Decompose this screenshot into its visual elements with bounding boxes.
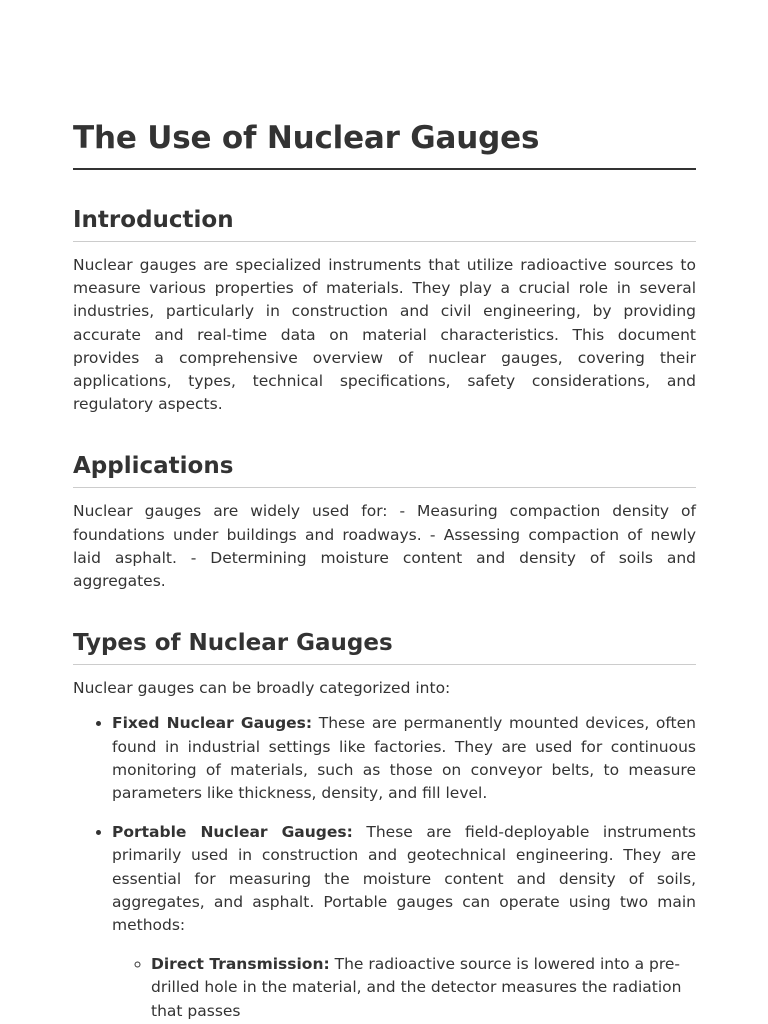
types-intro-paragraph: Nuclear gauges can be broadly categorized into:	[73, 679, 451, 698]
applications-paragraph: Nuclear gauges are widely used for: - Measuring compaction density of foundations under buildings and roadways. - Assessing compaction of newly laid asphalt. - Determining moisture content and density of soils and aggregates.	[73, 502, 696, 591]
list-item-text: These are permanently mounted devices, often found in industrial settings like factories. They are used for continuous monitoring of materials, such as those on conveyor belts, to measure parameters like thickness, density, and fill level.	[112, 714, 696, 803]
section-heading-applications: Applications	[73, 451, 696, 488]
section-heading-introduction: Introduction	[73, 205, 696, 242]
list-item-term: Fixed Nuclear Gauges:	[112, 714, 313, 733]
list-item-term: Portable Nuclear Gauges:	[112, 823, 353, 842]
section-introduction	[73, 205, 696, 416]
types-list	[73, 712, 696, 1022]
introduction-paragraph: Nuclear gauges are specialized instruments that utilize radioactive sources to measure various properties of materials. They play a crucial role in several industries, particularly in construction and civil engineering, by providing accurate and real-time data on material characteristics. This document provides a comprehensive overview of nuclear gauges, covering their applications, types, technical specifications, safety considerations, and regulatory aspects.	[73, 256, 696, 414]
list-item-direct-transmission	[151, 953, 696, 1023]
section-types	[73, 628, 696, 1023]
portable-methods-list	[112, 953, 696, 1023]
list-item-term: Direct Transmission:	[151, 955, 330, 974]
list-item-portable-gauges	[112, 821, 696, 1023]
list-item-text: These are field-deployable instruments primarily used in construction and geotechnical engineering. They are essential for measuring the moisture content and density of soils, aggregates, and asphalt. Portable gauges can operate using two main methods:	[112, 823, 697, 935]
section-applications	[73, 451, 696, 593]
section-heading-types: Types of Nuclear Gauges	[73, 628, 696, 665]
document-title: The Use of Nuclear Gauges	[73, 118, 696, 170]
list-item-fixed-gauges	[112, 712, 696, 805]
list-item-text: The radioactive source is lowered into a pre-drilled hole in the material, and the detector measures the radiation that passes	[151, 955, 682, 1020]
